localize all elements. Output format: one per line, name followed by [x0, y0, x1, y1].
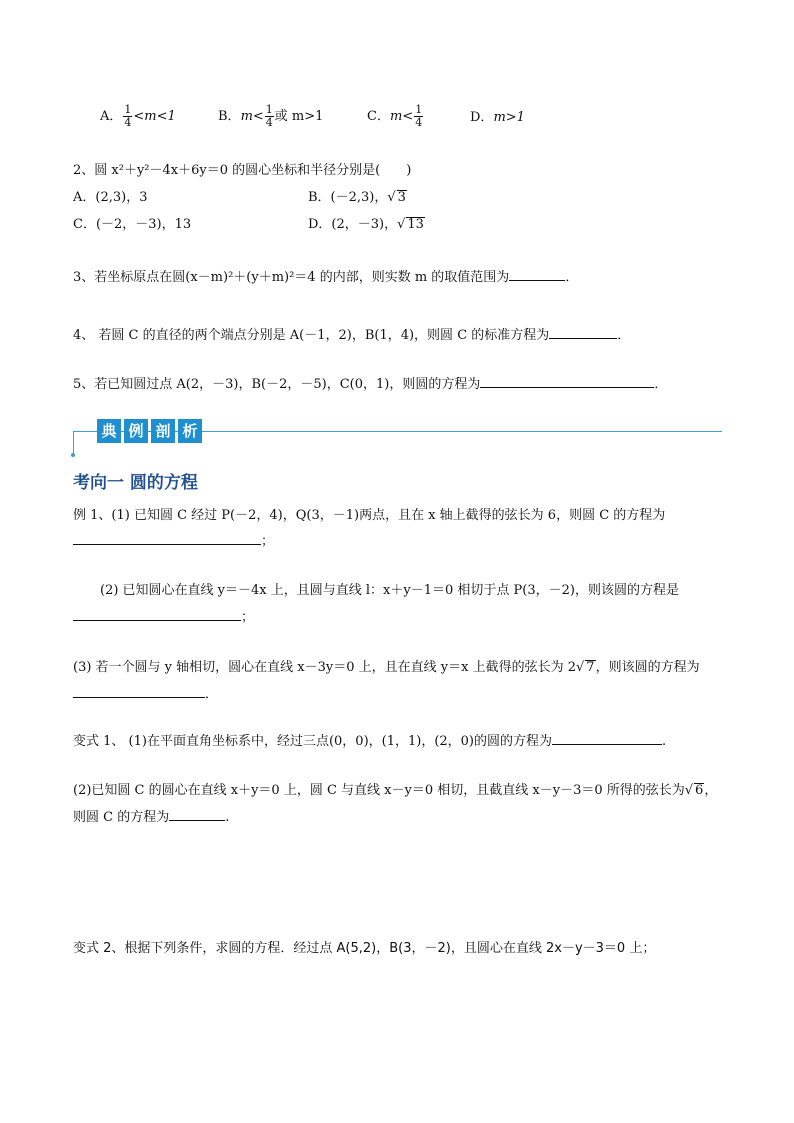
- q1-option-d: D．m>1: [470, 110, 525, 125]
- banner-char: 剖: [151, 419, 175, 443]
- sqrt-symbol: √: [397, 217, 406, 232]
- banner-char: 例: [124, 419, 148, 443]
- q1-option-b: B．m< $\frac{1}{4}$ 或 m>1: [218, 103, 324, 129]
- q3: 3、若坐标原点在圆(x－m)²＋(y＋m)²＝4 的内部，则实数 m 的取值范围为 ．: [73, 267, 578, 287]
- sqrt-symbol: √: [684, 783, 694, 798]
- q2-option-d: D．(2，－3)，√ 13: [308, 217, 424, 232]
- variation1-part2-line2: 则圆 C 的方程为 .: [73, 807, 229, 827]
- banner-dot: [71, 453, 75, 457]
- answer-blank[interactable]: [552, 731, 662, 745]
- sqrt-symbol: √: [575, 660, 585, 675]
- fraction: $\frac{1}{4}$: [415, 103, 423, 129]
- q4: 4、 若圆 C 的直径的两个端点分别是 A(－1，2)，B(1，4)，则圆 C 的标准方程为 ．: [73, 325, 630, 345]
- section-title: 考向一 圆的方程: [73, 473, 198, 493]
- variation2: 变式 2、根据下列条件，求圆的方程．经过点 A(5,2)，B(3，－2)，且圆心在直线 2x－y－3＝0 上；: [73, 941, 656, 956]
- variation1-part2: (2)已知圆 C 的圆心在直线 x＋y＝0 上，圆 C 与直线 x－y＝0 相切，且截直线 x－y－3＝0 所得的弦长为√ 6，: [73, 783, 718, 798]
- sqrt-symbol: √: [387, 190, 396, 205]
- answer-blank[interactable]: [73, 531, 261, 545]
- answer-blank[interactable]: [509, 267, 565, 281]
- example1-part1-answer: ；: [73, 531, 274, 551]
- answer-blank[interactable]: [73, 607, 241, 621]
- q2-option-b: B．(－2,3)，√ 3: [308, 190, 406, 205]
- answer-blank[interactable]: [73, 684, 205, 698]
- q5: 5、若已知圆过点 A(2，－3)，B(－2，－5)，C(0，1)，则圆的方程为 ．: [73, 374, 667, 394]
- example1-part3-answer: ．: [73, 684, 218, 704]
- banner-char: 典: [97, 419, 121, 443]
- answer-blank[interactable]: [169, 807, 225, 821]
- answer-blank[interactable]: [549, 325, 617, 339]
- q2-option-c: C．(－2，－3)，13: [73, 217, 192, 232]
- q2-option-a: A．(2,3)，3: [73, 190, 148, 205]
- banner-char: 析: [178, 419, 202, 443]
- q1-option-c: C．m< $\frac{1}{4}$: [367, 103, 423, 129]
- example1-part1: 例 1、(1) 已知圆 C 经过 P(－2，4)，Q(3，－1)两点，且在 x 轴上截得的弦长为 6，则圆 C 的方程为: [73, 508, 666, 523]
- answer-blank[interactable]: [480, 374, 654, 388]
- section-banner: [97, 419, 202, 443]
- example1-part3: (3) 若一个圆与 y 轴相切，圆心在直线 x－3y＝0 上，且在直线 y＝x 上截得的弦长为 2√ 7，则该圆的方程为: [73, 660, 700, 675]
- q1-option-a: A． $\frac{1}{4}$ <m<1: [100, 103, 176, 129]
- example1-part2-answer: ；: [73, 607, 254, 627]
- banner-bracket: [73, 431, 93, 456]
- q1-option-a-label: A．: [100, 109, 123, 124]
- q2-stem: 2、圆 x²＋y²－4x＋6y＝0 的圆心坐标和半径分别是( ): [73, 163, 412, 178]
- fraction: $\frac{1}{4}$: [265, 103, 273, 129]
- variation1-part1: 变式 1、 (1)在平面直角坐标系中，经过三点(0，0)，(1，1)，(2，0)的圆的方程为 .: [73, 731, 666, 751]
- example1-part2: (2) 已知圆心在直线 y＝－4x 上，且圆与直线 l：x＋y－1＝0 相切于点 P(3，－2)，则该圆的方程是: [100, 583, 679, 598]
- fraction: $\frac{1}{4}$: [124, 103, 132, 129]
